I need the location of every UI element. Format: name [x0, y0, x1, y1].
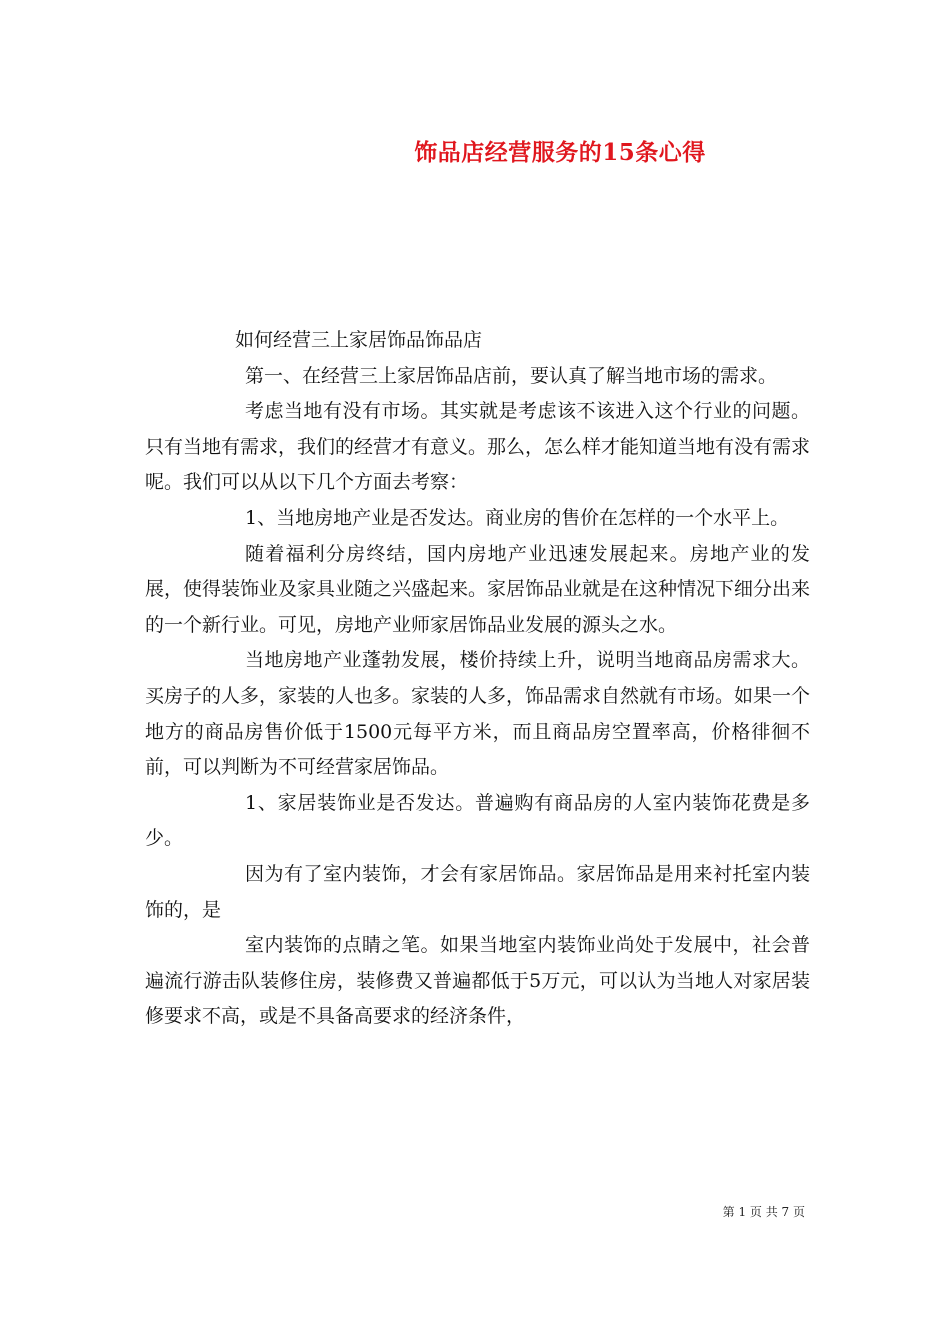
document-title: 饰品店经营服务的15条心得 [414, 139, 706, 166]
paragraph: 当地房地产业蓬勃发展，楼价持续上升，说明当地商品房需求大。买房子的人多，家装的人也多。家装的人多，饰品需求自然就有市场。如果一个地方的商品房售价低于1500元每平方米，而且商品房空置率高，价格徘徊不前，可以判断为不可经营家居饰品。 [145, 649, 811, 779]
page-number-footer: 第 1 页 共 7 页 [722, 1205, 805, 1219]
paragraph: 随着福利分房终结，国内房地产业迅速发展起来。房地产业的发展，使得装饰业及家具业随之兴盛起来。家居饰品业就是在这种情况下细分出来的一个新行业。可见，房地产业师家居饰品业发展的源头之水。 [145, 542, 811, 636]
paragraph: 室内装饰的点睛之笔。如果当地室内装饰业尚处于发展中，社会普遍流行游击队装修住房，装修费又普遍都低于5万元，可以认为当地人对家居装修要求不高，或是不具备高要求的经济条件， [145, 934, 810, 1028]
paragraph: 第一、在经营三上家居饰品店前，要认真了解当地市场的需求。 [245, 364, 778, 387]
paragraph: 考虑当地有没有市场。其实就是考虑该不该进入这个行业的问题。只有当地有需求，我们的经营才有意义。那么，怎么样才能知道当地有没有需求呢。我们可以从以下几个方面去考察： [145, 400, 811, 494]
paragraph: 因为有了室内装饰，才会有家居饰品。家居饰品是用来衬托室内装饰的，是 [145, 862, 810, 921]
paragraph: 1、当地房地产业是否发达。商业房的售价在怎样的一个水平上。 [245, 506, 790, 529]
paragraph: 1、家居装饰业是否发达。普遍购有商品房的人室内装饰花费是多少。 [145, 791, 810, 850]
paragraph-subtitle: 如何经营三上家居饰品饰品店 [235, 329, 483, 351]
document-body [145, 323, 810, 1035]
